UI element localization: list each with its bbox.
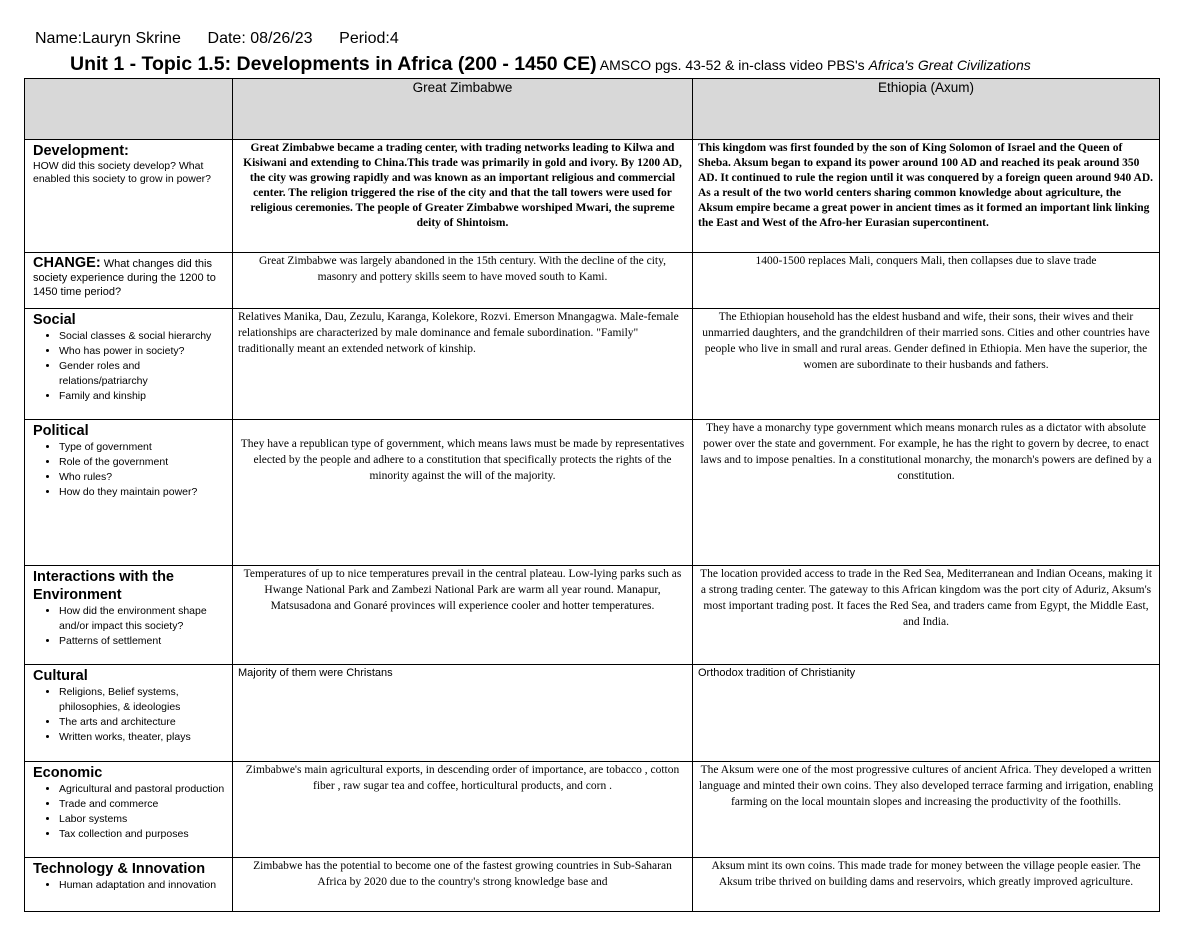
cell-ethiopia-economic: The Aksum were one of the most progressive cultures of ancient Africa. They developed a written language and minted their own coins. They also developed terrace farming and irrigation, enabling farming on the local mountain slopes and increasing the productivity of the foothills.: [693, 762, 1160, 858]
cell-ethiopia-change: 1400-1500 replaces Mali, conquers Mali, then collapses due to slave trade: [693, 253, 1160, 309]
prompt-list: [33, 878, 227, 893]
cell-zimbabwe-change: Great Zimbabwe was largely abandoned in the 15th century. With the decline of the city, masonry and pottery skills seem to have moved south to Kami.: [233, 253, 693, 309]
category-prompt: What changes did this society experience during the 1200 to 1450 time period?: [33, 258, 216, 298]
prompt-item: • Who has power in society?: [59, 344, 227, 359]
cell-text: They have a republican type of government, which means laws must be made by representatives elected by the people and adhere to a constitution that specifically protects the rights of the minority against the will of the majority.: [240, 438, 685, 482]
category-prompt: HOW did this society develop? What enabled this society to grow in power?: [33, 160, 212, 186]
page-title: [70, 53, 1031, 76]
cell-ethiopia-cultural: Orthodox tradition of Christianity: [693, 665, 1160, 762]
category-development: [25, 140, 233, 253]
prompt-item: • Type of government: [59, 440, 227, 455]
prompt-item: • Agricultural and pastoral production: [59, 782, 227, 797]
category-title: Social: [33, 312, 76, 328]
category-economic: [25, 762, 233, 858]
prompt-item: • Gender roles and relations/patriarchy: [59, 359, 227, 389]
category-political: [25, 420, 233, 566]
prompt-item: • Social classes & social hierarchy: [59, 329, 227, 344]
row-cultural: [25, 665, 1160, 762]
cell-text: Great Zimbabwe became a trading center, with trading networks leading to Kilwa and Kisiwani and extending to China.This trade was primarily in gold and ivory. By 1200 AD, the city was growing rapidly and was known as an important religious and commercial center. The religion triggered the rise of the city and that the tall towers were used for religious ceremonies. The people of Greater Zimbabwe worshiped Mwari, the supreme deity of Shintoism.: [243, 142, 682, 229]
category-title: CHANGE:: [33, 255, 101, 271]
prompt-item: • How did the environment shape and/or impact this society?: [59, 604, 227, 634]
cell-ethiopia-development: [693, 140, 1160, 253]
cell-text: This kingdom was first founded by the son of King Solomon of Israel and the Queen of Sheba. Aksum began to expand its power around 100 AD and reached its peak around 350 AD. It continued to rule the region until it was conquered by a foreign queen around 940 AD. As a result of the two world centers sharing common knowledge about agriculture, the Aksum empire became a great power in ancient times as it formed an important link linking the East and West of the Afro-her Eurasian supercontinent.: [698, 142, 1154, 229]
category-title: Technology & Innovation: [33, 861, 206, 877]
student-info-line: Name:Lauryn Skrine Date: 08/26/23 Period:4: [35, 30, 399, 47]
row-political: [25, 420, 1160, 566]
cell-zimbabwe-development: [233, 140, 693, 253]
column-header-zimbabwe: Great Zimbabwe: [233, 79, 693, 140]
title-source: AMSCO pgs. 43-52 & in-class video PBS's: [596, 57, 869, 73]
cell-ethiopia-political: They have a monarchy type government which means monarch rules as a dictator with absolute power over the state and government. For example, he has the right to govern by decree, to enact laws and to impose penalties. In a constitutional monarchy, the monarch's powers are defined by a constitution.: [693, 420, 1160, 566]
row-technology: [25, 858, 1160, 912]
title-main: Unit 1 - Topic 1.5: Developments in Africa (200 - 1450 CE): [70, 53, 597, 75]
prompt-item: • Family and kinship: [59, 389, 227, 404]
prompt-list: [33, 604, 227, 649]
prompt-item: • Written works, theater, plays: [59, 730, 227, 745]
category-title: Economic: [33, 765, 103, 781]
prompt-item: • Religions, Belief systems, philosophies, & ideologies: [59, 685, 227, 715]
prompt-item: • Role of the government: [59, 455, 227, 470]
prompt-item: • Labor systems: [59, 812, 227, 827]
row-change: [25, 253, 1160, 309]
row-development: [25, 140, 1160, 253]
table-header-row: [25, 79, 1160, 140]
prompt-item: • The arts and architecture: [59, 715, 227, 730]
prompt-item: • Who rules?: [59, 470, 227, 485]
cell-text: Zimbabwe has the potential to become one of the fastest growing countries in Sub-Saharan Africa by 2020 due to the country's strong knowledge base and: [253, 860, 672, 888]
cell-zimbabwe-social: Relatives Manika, Dau, Zezulu, Karanga, Kolekore, Rozvi. Emerson Mnangagwa. Male-female relationships are characterized by male dominance and female subordination. "Family" traditionally meant an extended network of kinship.: [233, 309, 693, 420]
prompt-list: [33, 685, 227, 745]
category-title: Cultural: [33, 668, 88, 684]
prompt-item: • Patterns of settlement: [59, 634, 227, 649]
column-header-ethiopia: Ethiopia (Axum): [693, 79, 1160, 140]
prompt-list: [33, 440, 227, 500]
cell-text: Aksum mint its own coins. This made trade for money between the village people easier. The Aksum tribe thrived on building dams and reservoirs, which greatly improved agriculture.: [711, 860, 1141, 888]
category-title: Development:: [33, 143, 129, 159]
category-social: [25, 309, 233, 420]
cell-zimbabwe-cultural: Majority of them were Christans: [233, 665, 693, 762]
notes-table: [24, 78, 1160, 912]
prompt-list: [33, 782, 227, 842]
row-economic: [25, 762, 1160, 858]
cell-ethiopia-environment: The location provided access to trade in the Red Sea, Mediterranean and Indian Oceans, making it a strong trading center. The gateway to this African kingdom was the port city of Aduriz, Aksum's most important trading post. It faces the Red Sea, and traders came from Egypt, the Middle East, and India.: [693, 566, 1160, 665]
cell-zimbabwe-economic: Zimbabwe's main agricultural exports, in descending order of importance, are tobacco , cotton fiber , raw sugar tea and coffee, horticultural products, and corn .: [233, 762, 693, 858]
header-blank-cell: [25, 79, 233, 140]
category-change: [25, 253, 233, 309]
prompt-item: • Tax collection and purposes: [59, 827, 227, 842]
row-environment: [25, 566, 1160, 665]
category-title: Political: [33, 423, 89, 439]
prompt-list: [33, 329, 227, 404]
row-social: [25, 309, 1160, 420]
prompt-item: • Human adaptation and innovation: [59, 878, 227, 893]
cell-ethiopia-technology: [693, 858, 1160, 912]
cell-ethiopia-social: The Ethiopian household has the eldest husband and wife, their sons, their wives and their unmarried daughters, and the grandchildren of their married sons. Cities and other countries have people who live in small and rural areas. Gender defined in Ethiopia. Men have the superior, the women are subordinate to their husbands and fathers.: [693, 309, 1160, 420]
prompt-item: • Trade and commerce: [59, 797, 227, 812]
category-environment: [25, 566, 233, 665]
cell-zimbabwe-technology: [233, 858, 693, 912]
category-title: Interactions with the Environment: [33, 569, 174, 604]
cell-zimbabwe-political: [233, 420, 693, 566]
category-cultural: [25, 665, 233, 762]
title-video-name: Africa's Great Civilizations: [868, 57, 1031, 73]
category-technology: [25, 858, 233, 912]
prompt-item: • How do they maintain power?: [59, 485, 227, 500]
cell-zimbabwe-environment: Temperatures of up to nice temperatures prevail in the central plateau. Low-lying parks such as Hwange National Park and Zambezi National Park are warm all year round. Manapur, Matsusadona and Gonaré provinces will experience cooler and hotter temperatures.: [233, 566, 693, 665]
